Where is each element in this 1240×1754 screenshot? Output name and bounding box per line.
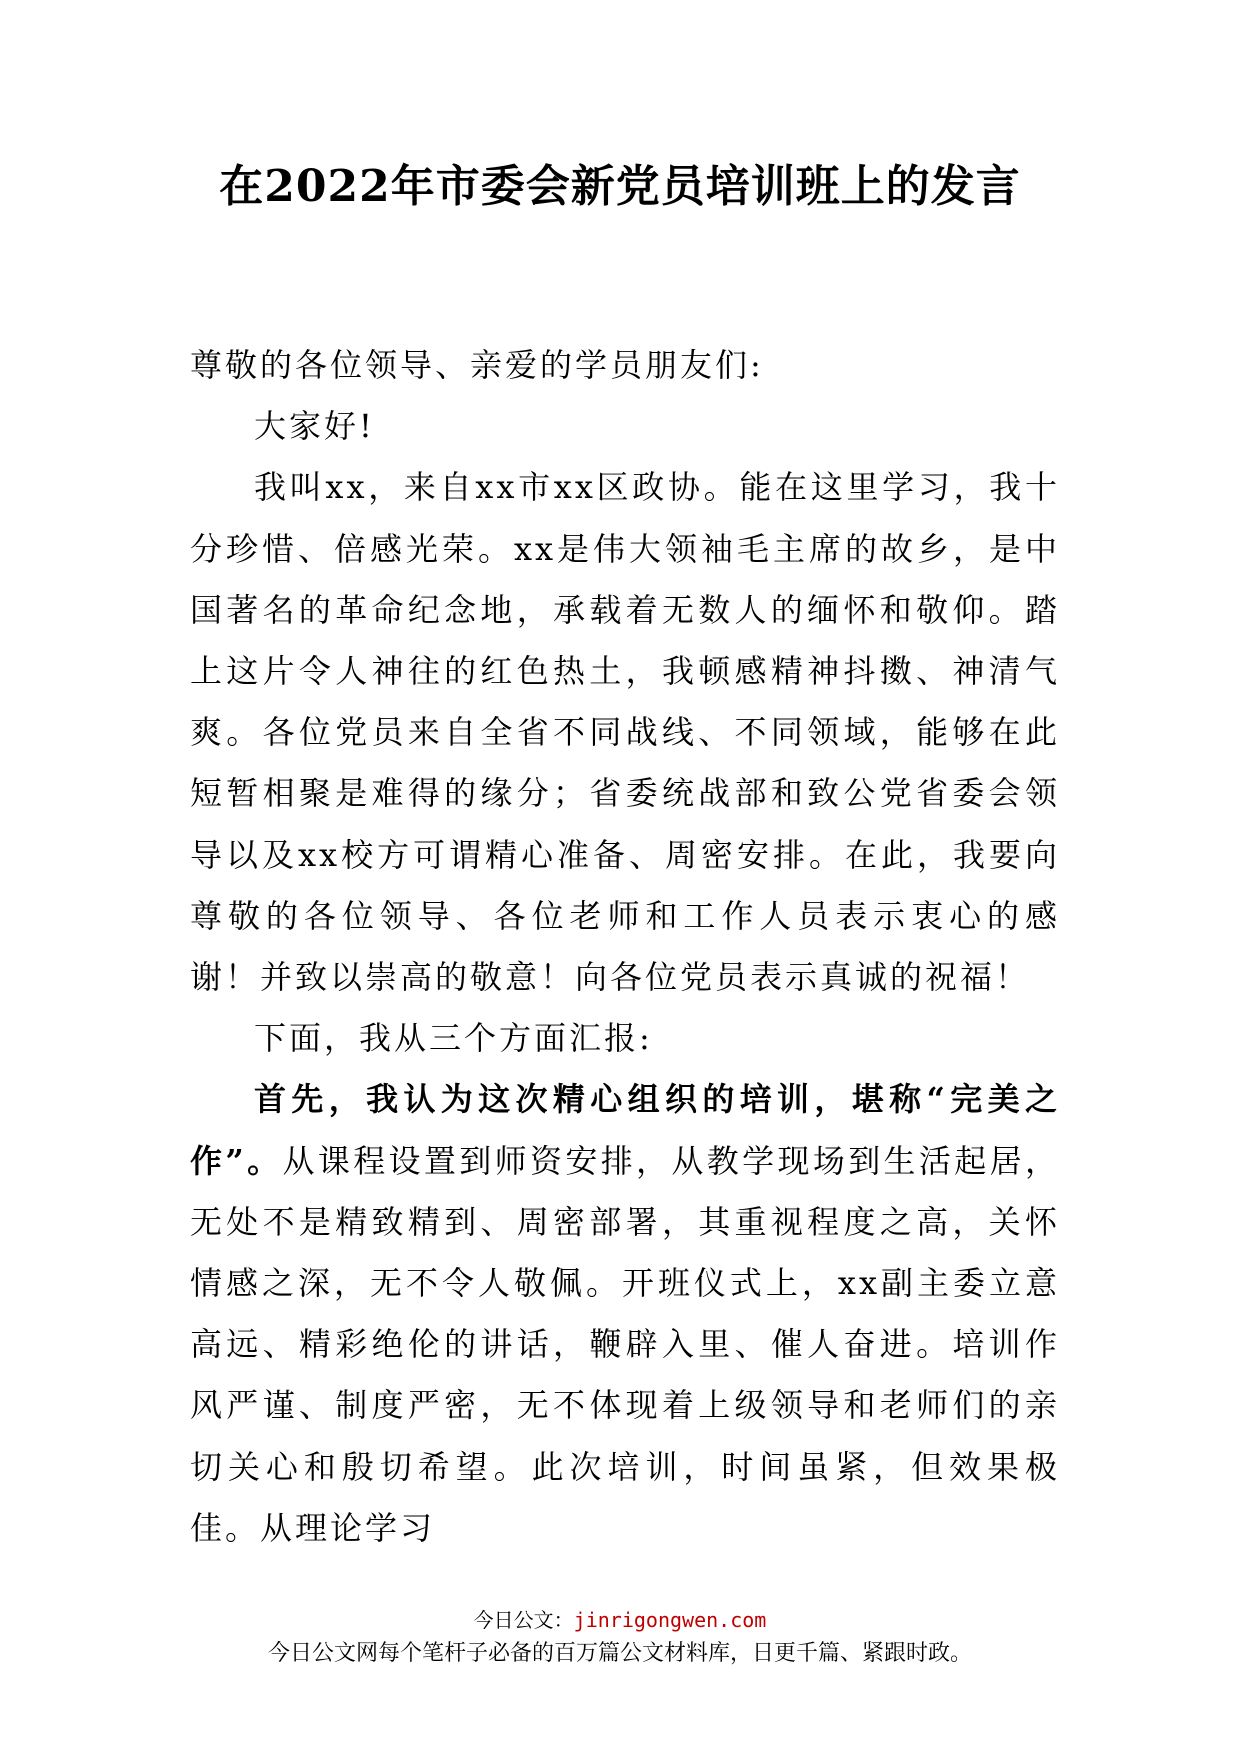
footer-source bbox=[0, 1604, 1240, 1633]
first-point-heading: 首先，我认为这次精心组织的培训，堪称“完美之作”。 bbox=[190, 1080, 1060, 1180]
salutation: 尊敬的各位领导、亲爱的学员朋友们: bbox=[190, 346, 764, 384]
first-point-text: 从课程设置到师资安排，从教学现场到生活起居，无处不是精致精到、周密部署，其重视程度之高，关怀情感之深，无不令人敬佩。开班仪式上，xx副主委立意高远、精彩绝伦的讲话，鞭辟入里、催人奋进。培训作风严谨、制度严密，无不体现着上级领导和老师们的亲切关心和殷切希望。此次培训，时间虽紧，但效果极佳。从理论学习 bbox=[190, 1141, 1060, 1547]
paragraph-introduction: 我叫xx，来自xx市xx区政协。能在这里学习，我十分珍惜、倍感光荣。xx是伟大领袖毛主席的故乡，是中国著名的革命纪念地，承载着无数人的缅怀和敬仰。踏上这片令人神往的红色热土，我顿感精神抖擞、神清气爽。各位党员来自全省不同战线、不同领域，能够在此短暂相聚是难得的缘分；省委统战部和致公党省委会领导以及xx校方可谓精心准备、周密安排。在此，我要向尊敬的各位领导、各位老师和工作人员表示衷心的感谢！并致以崇高的敬意！向各位党员表示真诚的祝福！ bbox=[190, 468, 1060, 997]
document-title: 在2022年市委会新党员培训班上的发言 bbox=[219, 161, 1021, 212]
paragraph-first-point bbox=[190, 1069, 1060, 1559]
document-body bbox=[190, 335, 1060, 1559]
footer-slogan: 今日公文网每个笔杆子必备的百万篇公文材料库，日更千篇、紧跟时政。 bbox=[267, 1641, 972, 1666]
footer-label: 今日公文： bbox=[473, 1608, 574, 1632]
footer-url-link[interactable]: jinrigongwen.com bbox=[573, 1608, 767, 1632]
greeting: 大家好! bbox=[254, 407, 375, 446]
paragraph-outline: 下面，我从三个方面汇报: bbox=[254, 1019, 653, 1058]
